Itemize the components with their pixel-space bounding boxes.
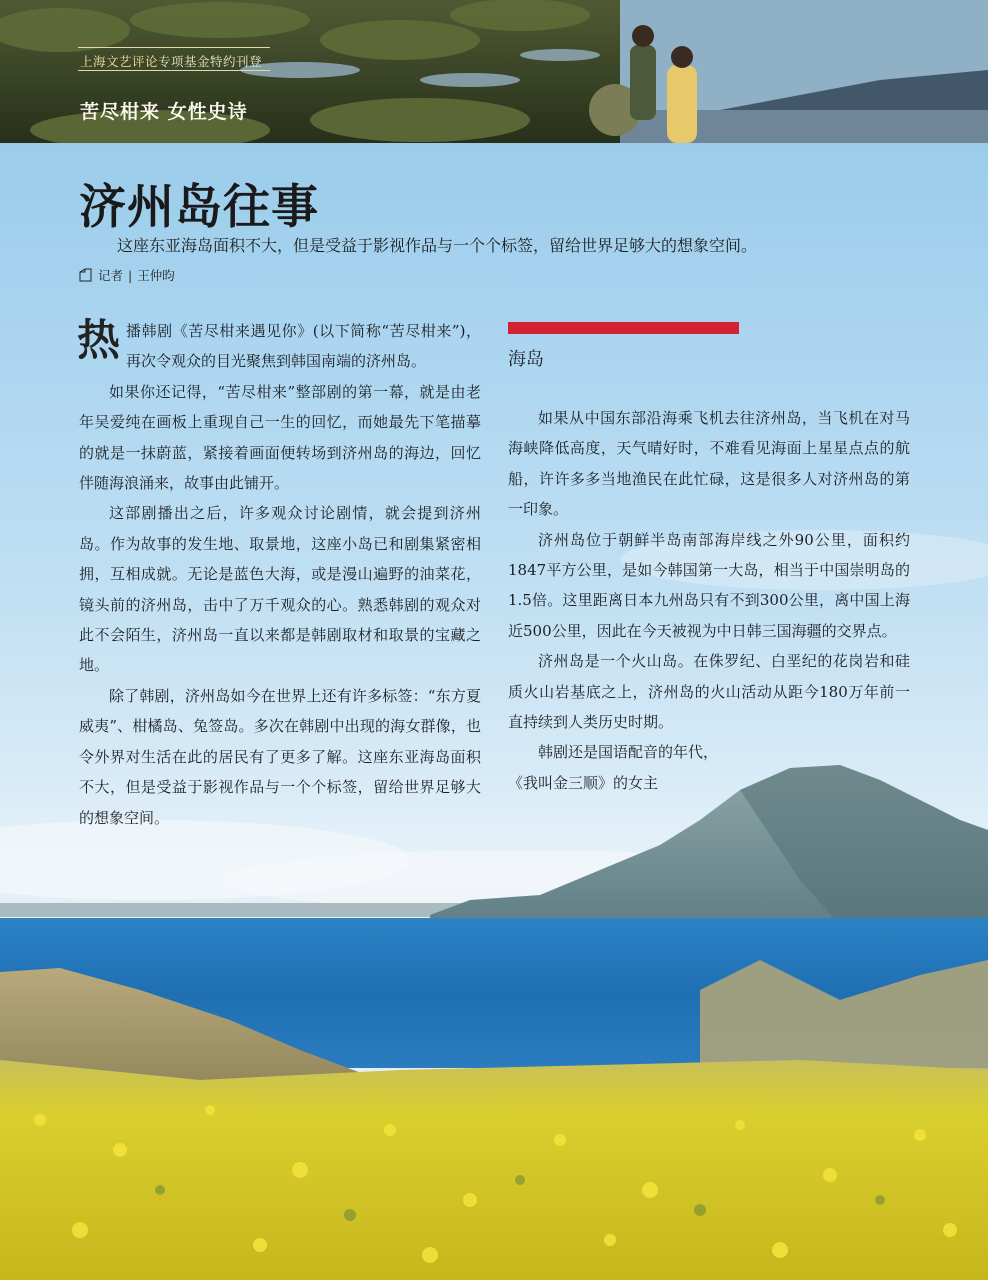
article-title: 济州岛往事	[79, 180, 319, 235]
left-column	[79, 316, 481, 833]
byline-separator: |	[128, 267, 133, 283]
paragraph	[79, 316, 481, 377]
banner-rule-bottom	[78, 70, 270, 71]
byline	[79, 266, 175, 284]
drop-cap: 热	[77, 316, 120, 366]
paragraph: 如果你还记得，“苦尽柑来”整部剧的第一幕，就是由老年吴爱纯在画板上重现自己一生的回忆，而她最先下笔描摹的就是一抹蔚蓝，紧接着画面便转场到济州岛的海边，回忆伴随海浪涌来，故事由此铺开。	[79, 382, 481, 493]
series-label: 上海文艺评论专项基金特约刊登	[80, 54, 263, 69]
paragraph: 韩剧还是国语配音的年代，	[538, 743, 719, 762]
right-column	[508, 403, 910, 798]
byline-role: 记者	[98, 268, 124, 283]
section-title: 海岛	[508, 349, 544, 370]
rapeseed-field	[0, 1060, 988, 1280]
article-standfirst: 这座东亚海岛面积不大，但是受益于影视作品与一个个标签，留给世界足够大的想象空间。	[117, 236, 758, 255]
paragraph-text: 播韩剧《苦尽柑来遇见你》(以下简称“苦尽柑来”)，再次令观众的目光聚焦到韩国南端的济州岛。	[126, 322, 481, 371]
paragraph: 济州岛是一个火山岛。在侏罗纪、白垩纪的花岗岩和硅质火山岩基底之上，济州岛的火山活动从距今180万年前一直持续到人类历史时期。	[508, 652, 910, 732]
banner-rule-top	[78, 47, 270, 48]
paragraph: 如果从中国东部沿海乘飞机去往济州岛，当飞机在对马海峡降低高度，天气晴好时，不难看见海面上星星点点的航船，许许多多当地渔民在此忙碌，这是很多人对济州岛的第一印象。	[508, 409, 910, 519]
header-banner	[0, 0, 988, 143]
byline-name: 王仲昀	[137, 268, 175, 283]
paragraph: 除了韩剧，济州岛如今在世界上还有许多标签：“东方夏威夷”、柑橘岛、兔签岛。多次在韩剧中出现的海女群像，也令外界对生活在此的居民有了更多了解。这座东亚海岛面积不大，但是受益于影视作品与一个个标签，留给世界足够大的想象空间。	[79, 686, 481, 827]
banner-theme: 苦尽柑来 女性史诗	[80, 101, 248, 123]
pen-icon	[79, 268, 92, 282]
paragraph: 济州岛位于朝鲜半岛南部海岸线之外90公里，面积约1847平方公里，是如今韩国第一大岛，相当于中国崇明岛的1.5倍。这里距离日本九州岛只有不到300公里，离中国上海近500公里，因此在今天被视为中日韩三国海疆的交界点。	[508, 530, 910, 640]
section-accent-bar	[508, 322, 739, 334]
paragraph-continuation: 《我叫金三顺》的女主	[508, 773, 659, 792]
paragraph: 这部剧播出之后，许多观众讨论剧情，就会提到济州岛。作为故事的发生地、取景地，这座小岛已和剧集紧密相拥，互相成就。无论是蓝色大海，或是漫山遍野的油菜花，镜头前的济州岛，击中了万千观众的心。熟悉韩剧的观众对此不会陌生，济州岛一直以来都是韩剧取材和取景的宝藏之地。	[79, 504, 481, 675]
